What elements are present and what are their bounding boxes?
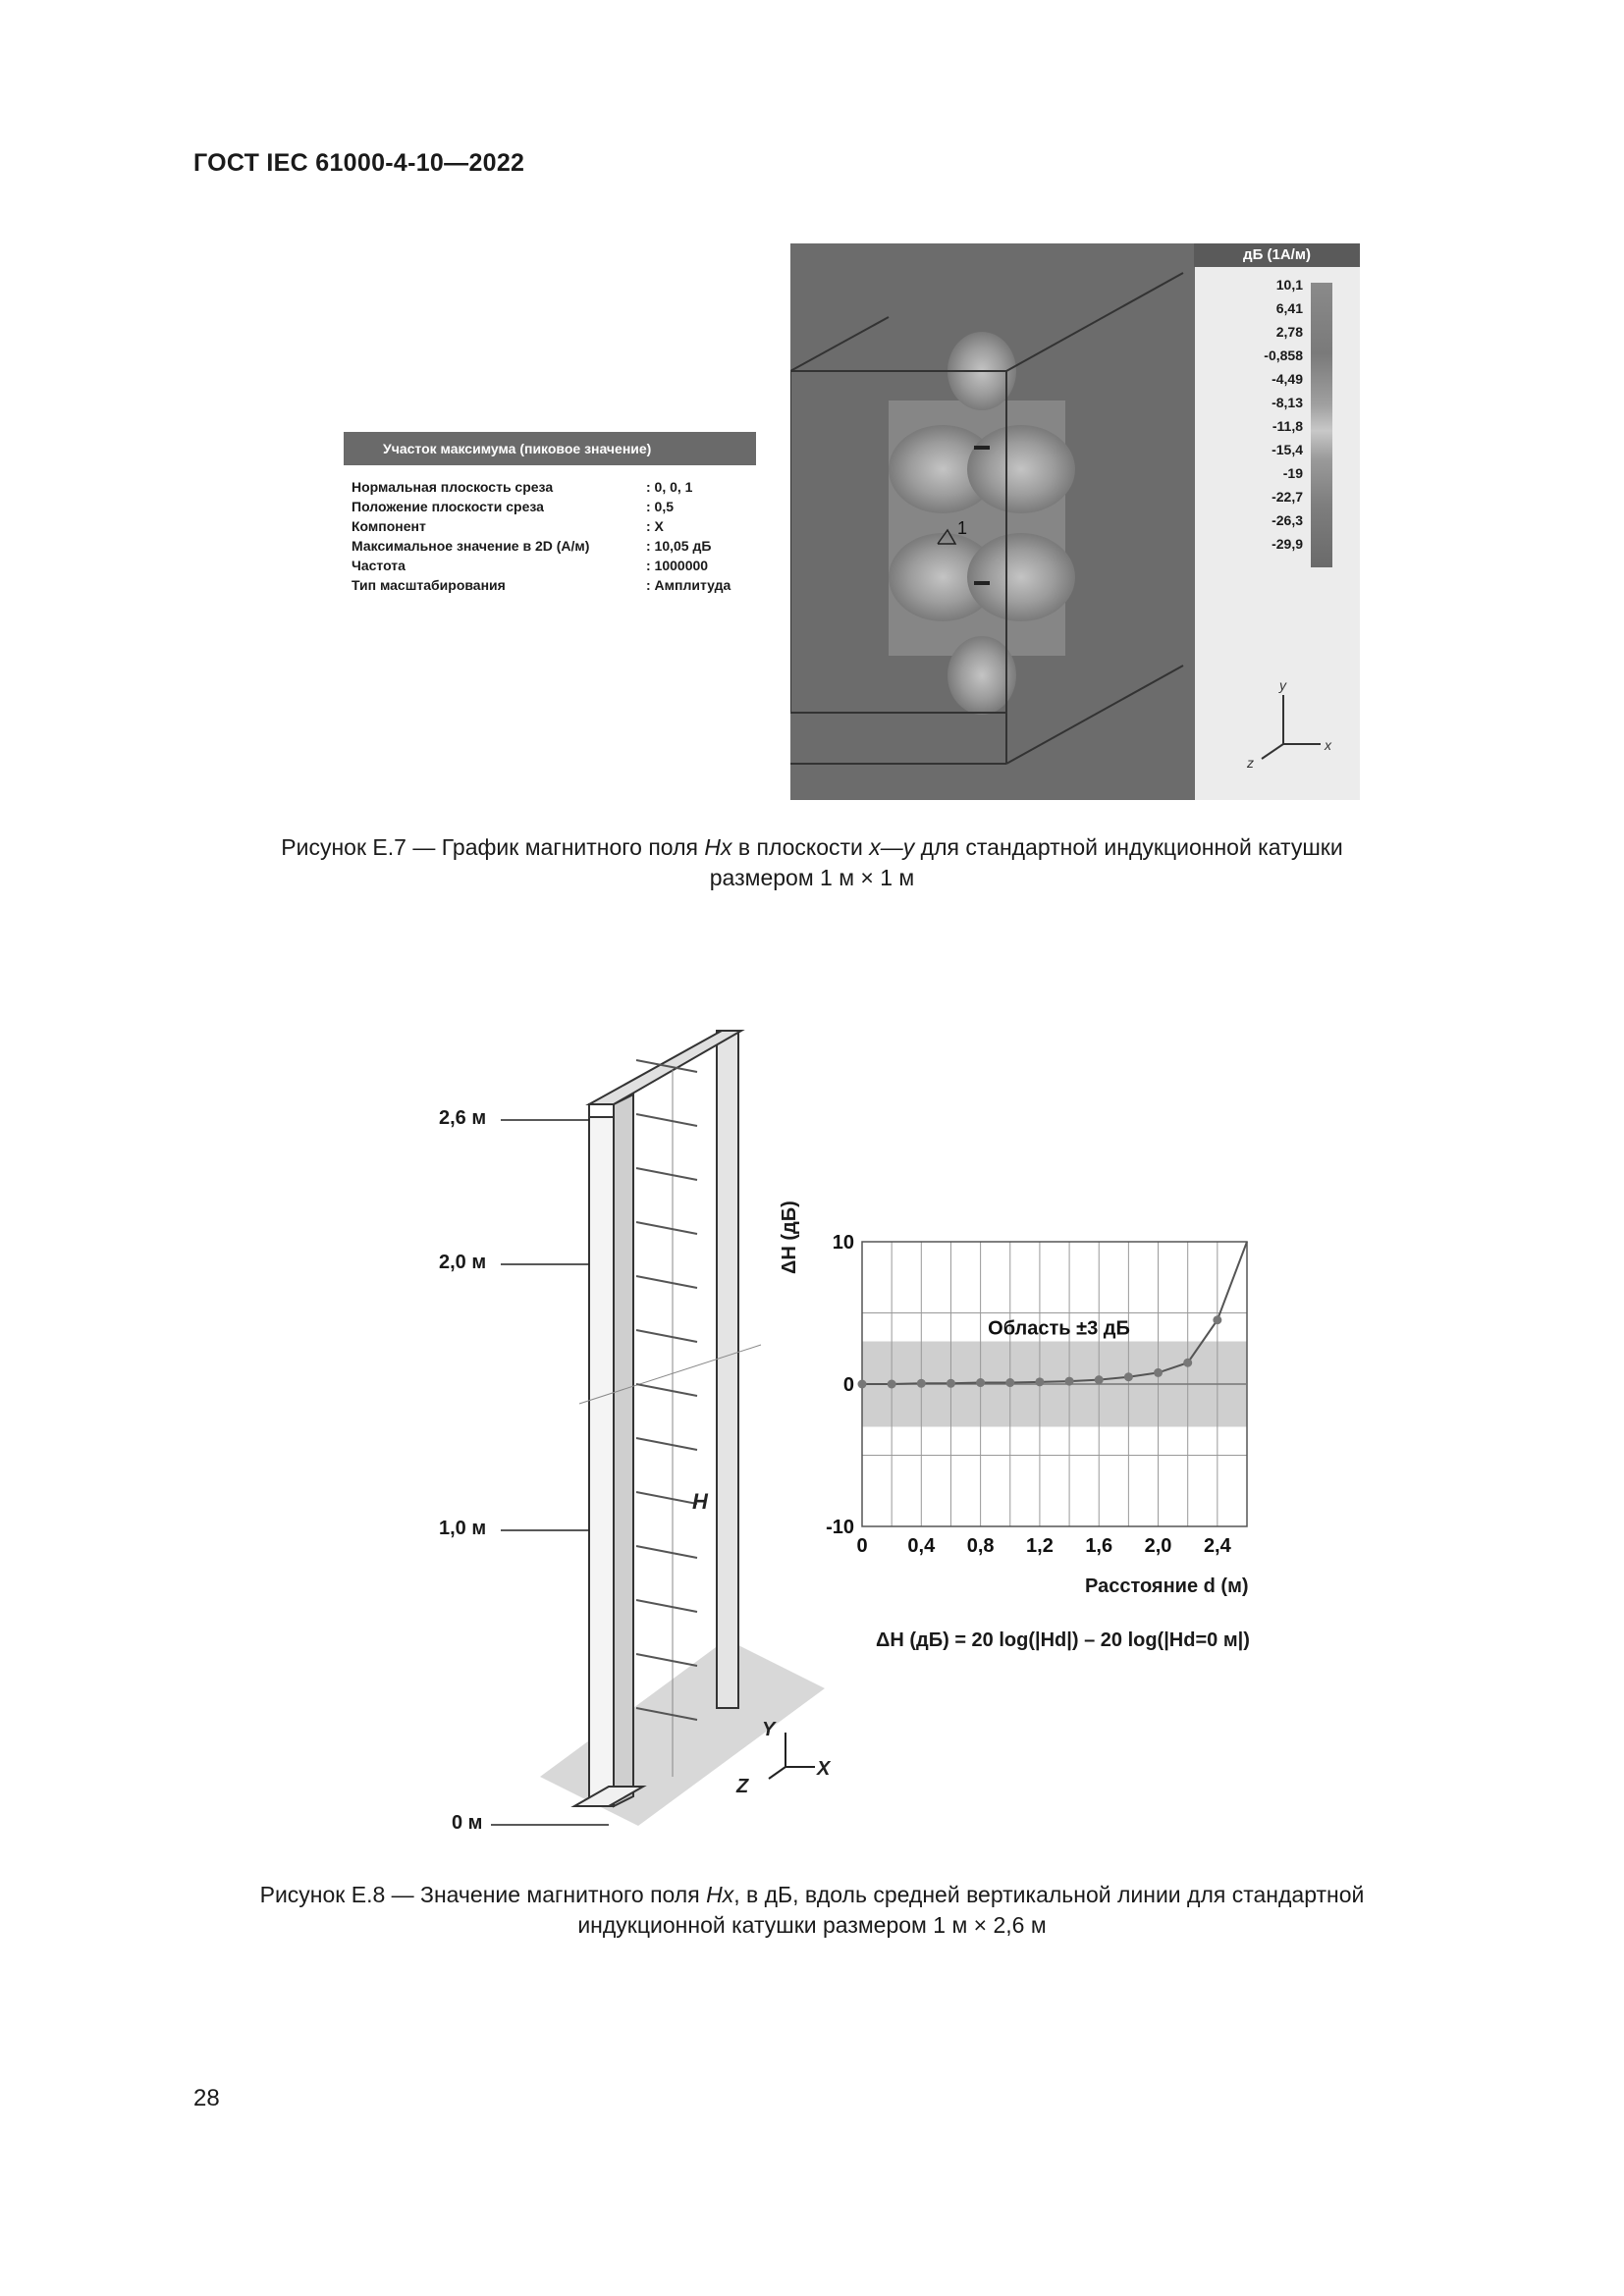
data-point bbox=[1065, 1377, 1074, 1386]
field-arrow bbox=[636, 1492, 697, 1504]
info-value: : X bbox=[646, 518, 664, 534]
caption-text: в плоскости bbox=[731, 834, 870, 860]
caption-line bbox=[147, 1880, 1477, 1910]
x-axis-label: X bbox=[817, 1758, 831, 1780]
info-row bbox=[344, 516, 756, 536]
data-point bbox=[888, 1380, 896, 1389]
x-tick-label: 1,6 bbox=[1085, 1535, 1113, 1557]
field-arrow bbox=[636, 1438, 697, 1450]
field-arrow bbox=[636, 1654, 697, 1666]
field-arrow bbox=[636, 1546, 697, 1558]
info-key: Частота bbox=[352, 558, 406, 573]
colorbar-label: -0,858 bbox=[1264, 347, 1303, 363]
caption-line bbox=[147, 832, 1477, 863]
field-arrow bbox=[636, 1276, 697, 1288]
height-label-2-0: 2,0 м bbox=[439, 1252, 487, 1273]
chart-y-axis-label: ΔH (дБ) bbox=[779, 1201, 800, 1274]
info-value: : 10,05 дБ bbox=[646, 538, 712, 554]
field-plot-area bbox=[790, 243, 1195, 800]
field-arrow bbox=[636, 1168, 697, 1180]
data-point bbox=[1154, 1368, 1163, 1377]
caption-plane: x—y bbox=[869, 834, 915, 860]
data-point bbox=[1124, 1372, 1133, 1381]
colorbar-label: 2,78 bbox=[1275, 324, 1303, 340]
y-tick-labels bbox=[826, 1232, 854, 1538]
info-value: : 0, 0, 1 bbox=[646, 479, 693, 495]
info-value: : 1000000 bbox=[646, 558, 709, 573]
peak-info-panel bbox=[344, 432, 756, 595]
data-point bbox=[1005, 1378, 1014, 1387]
delta-h-chart bbox=[815, 1232, 1267, 1571]
figure-e8-caption bbox=[147, 1880, 1477, 1941]
data-point bbox=[858, 1380, 867, 1389]
data-point bbox=[976, 1378, 985, 1387]
y-tick-label: -10 bbox=[826, 1517, 854, 1538]
field-plot-svg bbox=[790, 243, 1195, 800]
field-vector-label: H bbox=[692, 1489, 708, 1514]
height-label-1-0: 1,0 м bbox=[439, 1518, 487, 1539]
x-tick-label: 0 bbox=[856, 1535, 868, 1557]
coil-conductor bbox=[974, 581, 990, 585]
caption-variable: Hx bbox=[706, 1882, 734, 1907]
x-axis-label: x bbox=[1325, 737, 1331, 753]
y-axis-label: Y bbox=[762, 1719, 776, 1740]
caption-line: размером 1 м × 1 м bbox=[709, 865, 915, 890]
caption-text: Рисунок Е.8 — Значение магнитного поля bbox=[259, 1882, 707, 1907]
info-value: : 0,5 bbox=[646, 499, 675, 514]
info-value: : Амплитуда bbox=[646, 577, 731, 593]
y-axis-label: y bbox=[1279, 677, 1286, 693]
page-number: 28 bbox=[193, 2085, 220, 2111]
height-leader-lines bbox=[432, 1104, 628, 1850]
field-arrow bbox=[636, 1330, 697, 1342]
field-simulation-image bbox=[790, 243, 1360, 800]
y-tick-label: 0 bbox=[842, 1374, 854, 1396]
colorbar-label: -19 bbox=[1282, 465, 1303, 481]
data-point bbox=[1183, 1359, 1192, 1367]
z-axis-label: Z bbox=[736, 1776, 749, 1797]
height-label-0: 0 м bbox=[452, 1812, 483, 1834]
field-lobe bbox=[967, 425, 1075, 513]
caption-line: индукционной катушки размером 1 м × 2,6 м bbox=[577, 1912, 1047, 1938]
document-header: ГОСТ IEC 61000-4-10—2022 bbox=[193, 149, 525, 177]
info-key: Тип масштабирования bbox=[352, 577, 506, 593]
info-row bbox=[344, 477, 756, 497]
caption-text: , в дБ, вдоль средней вертикальной линии для стандартной bbox=[733, 1882, 1365, 1907]
data-point bbox=[917, 1379, 926, 1388]
band-label: Область ±3 дБ bbox=[988, 1317, 1130, 1340]
colorbar-label: -29,9 bbox=[1272, 536, 1303, 552]
field-arrows bbox=[636, 1060, 697, 1720]
z-axis-arrow bbox=[769, 1767, 785, 1779]
colorbar-label: -22,7 bbox=[1272, 489, 1303, 505]
data-point bbox=[947, 1379, 955, 1388]
x-tick-label: 2,0 bbox=[1144, 1535, 1172, 1557]
colorbar-label: -11,8 bbox=[1272, 418, 1303, 434]
caption-text: для стандартной индукционной катушки bbox=[914, 834, 1343, 860]
data-point bbox=[1213, 1315, 1221, 1324]
info-row bbox=[344, 556, 756, 575]
x-tick-label: 0,4 bbox=[907, 1535, 936, 1557]
info-row bbox=[344, 575, 756, 595]
y-tick-label: 10 bbox=[832, 1232, 854, 1254]
colorbar-label: 6,41 bbox=[1275, 300, 1303, 316]
field-arrow bbox=[636, 1384, 697, 1396]
colorbar-title: дБ (1А/м) bbox=[1194, 243, 1360, 267]
colorbar-gradient bbox=[1311, 283, 1332, 567]
colorbar-label: -15,4 bbox=[1272, 442, 1303, 457]
coil-conductor bbox=[974, 446, 990, 450]
data-point bbox=[1035, 1377, 1044, 1386]
caption-variable: Hx bbox=[704, 834, 732, 860]
info-key: Компонент bbox=[352, 518, 426, 534]
z-axis-arrow bbox=[1262, 744, 1283, 759]
field-lobe bbox=[967, 533, 1075, 621]
colorbar-label: 10,1 bbox=[1275, 277, 1303, 293]
colorbar-label: -26,3 bbox=[1272, 512, 1303, 528]
info-row bbox=[344, 536, 756, 556]
x-tick-label: 1,2 bbox=[1026, 1535, 1054, 1557]
height-label-2-6: 2,6 м bbox=[439, 1107, 487, 1129]
info-key: Нормальная плоскость среза bbox=[352, 479, 554, 495]
x-tick-label: 0,8 bbox=[966, 1535, 995, 1557]
coil-right-post bbox=[717, 1031, 738, 1708]
peak-info-rows bbox=[344, 477, 756, 595]
delta-h-formula: ΔH (дБ) = 20 log(|Hd|) – 20 log(|Hd=0 м|) bbox=[876, 1629, 1250, 1651]
field-arrow bbox=[636, 1600, 697, 1612]
info-key: Максимальное значение в 2D (А/м) bbox=[352, 538, 590, 554]
x-tick-label: 2,4 bbox=[1203, 1535, 1231, 1557]
data-point bbox=[1095, 1375, 1104, 1384]
z-axis-label: z bbox=[1247, 755, 1254, 771]
colorbar-label: -4,49 bbox=[1272, 371, 1303, 387]
info-key: Положение плоскости среза bbox=[352, 499, 544, 514]
marker-label: 1 bbox=[957, 518, 968, 538]
field-arrow bbox=[636, 1114, 697, 1126]
colorbar-label: -8,13 bbox=[1272, 395, 1303, 410]
caption-text: Рисунок Е.7 — График магнитного поля bbox=[281, 834, 705, 860]
field-arrow bbox=[636, 1222, 697, 1234]
peak-info-title: Участок максимума (пиковое значение) bbox=[344, 432, 756, 465]
x-tick-labels bbox=[856, 1535, 1231, 1557]
chart-x-axis-label: Расстояние d (м) bbox=[1085, 1575, 1249, 1597]
axis-triad-3d bbox=[1222, 666, 1360, 783]
figure-e7-caption bbox=[147, 832, 1477, 893]
info-row bbox=[344, 497, 756, 516]
